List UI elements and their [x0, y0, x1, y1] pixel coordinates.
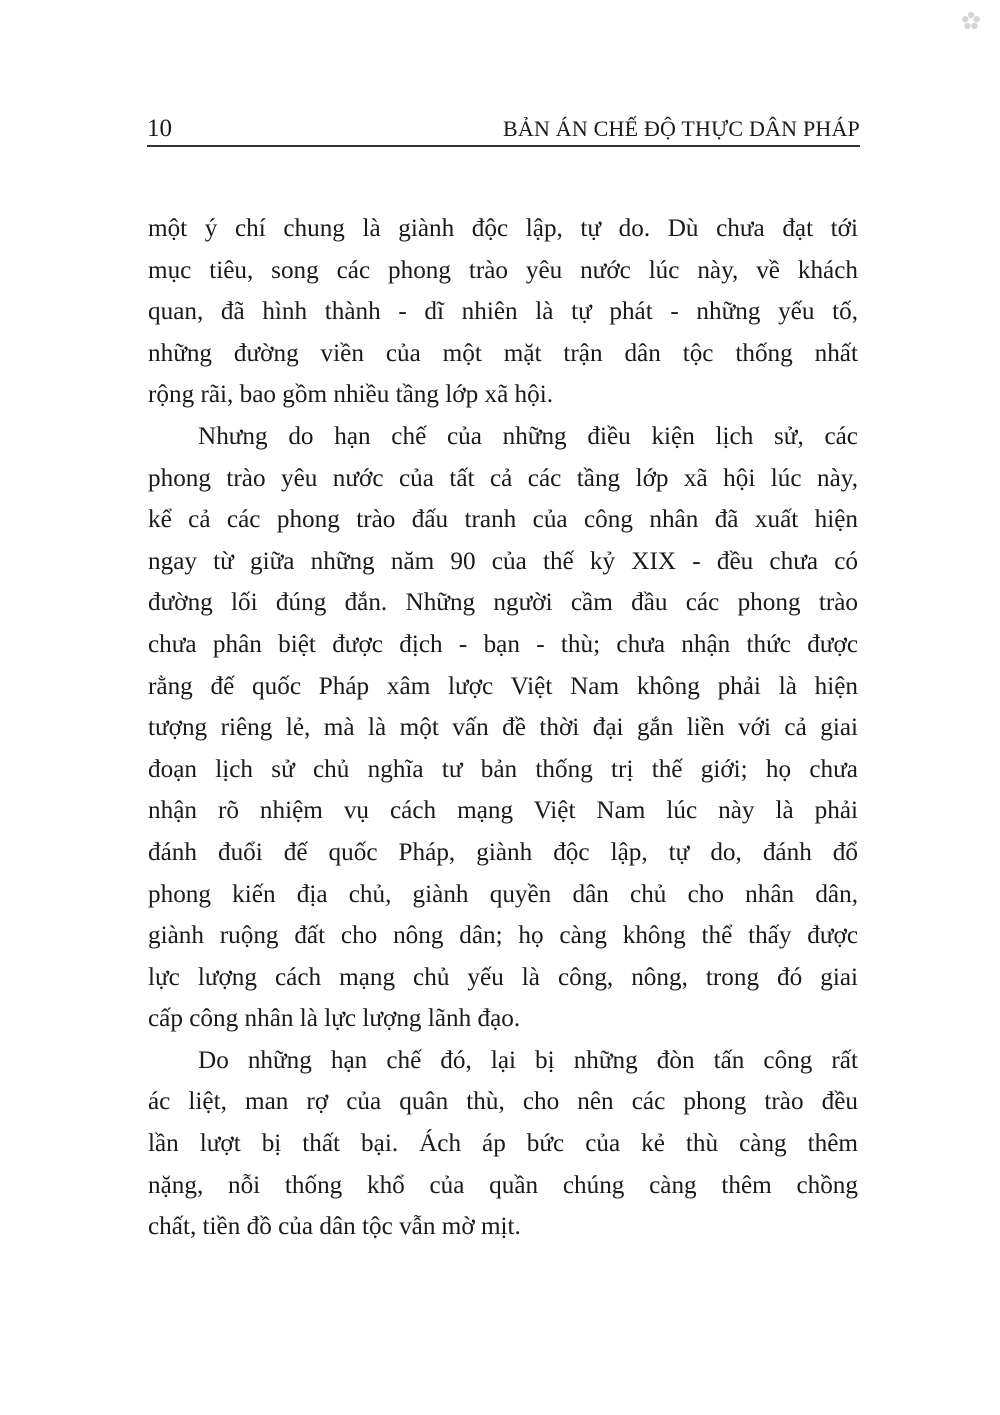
- text-line: cấp công nhân là lực lượng lãnh đạo.: [148, 1005, 521, 1033]
- text-line: ngay từ giữa những năm 90 của thế kỷ XIX - đều chưa có: [148, 547, 858, 575]
- text-line: phong trào yêu nước của tất cả các tầng lớp xã hội lúc này,: [148, 464, 858, 492]
- header-rule: [147, 145, 860, 147]
- text-line: quan, đã hình thành - dĩ nhiên là tự phát - những yếu tố,: [148, 298, 858, 326]
- page-number: 10: [147, 115, 172, 142]
- text-line: chưa phân biệt được địch - bạn - thù; chưa nhận thức được: [148, 630, 858, 658]
- paragraph-1: [148, 208, 858, 416]
- running-title: BẢN ÁN CHẾ ĐỘ THỰC DÂN PHÁP: [503, 116, 860, 141]
- text-line: Do những hạn chế đó, lại bị những đòn tấn công rất: [198, 1046, 858, 1074]
- text-line: kể cả các phong trào đấu tranh của công nhân đã xuất hiện: [148, 506, 858, 534]
- text-line: Nhưng do hạn chế của những điều kiện lịch sử, các: [198, 422, 858, 450]
- text-line: ác liệt, man rợ của quân thù, cho nên các phong trào đều: [148, 1088, 858, 1116]
- text-line: đoạn lịch sử chủ nghĩa tư bản thống trị thế giới; họ chưa: [148, 755, 858, 783]
- text-line: lần lượt bị thất bại. Ách áp bức của kẻ thù càng thêm: [148, 1130, 858, 1158]
- text-line: tượng riêng lẻ, mà là một vấn đề thời đại gắn liền với cả giai: [148, 714, 858, 742]
- text-line: đánh đuổi đế quốc Pháp, giành độc lập, tự do, đánh đổ: [148, 838, 858, 866]
- text-line: giành ruộng đất cho nông dân; họ càng không thể thấy được: [148, 922, 858, 950]
- paragraph-3: [148, 1040, 858, 1248]
- body-text: [148, 208, 858, 1248]
- text-line: lực lượng cách mạng chủ yếu là công, nông, trong đó giai: [148, 963, 858, 991]
- text-line: phong kiến địa chủ, giành quyền dân chủ cho nhân dân,: [148, 880, 858, 908]
- text-line: rằng đế quốc Pháp xâm lược Việt Nam không phải là hiện: [148, 672, 858, 700]
- text-line: nặng, nỗi thống khổ của quần chúng càng thêm chồng: [148, 1171, 858, 1199]
- text-line: đường lối đúng đắn. Những người cầm đầu các phong trào: [148, 589, 858, 617]
- running-header: [147, 108, 860, 144]
- text-line: chất, tiền đồ của dân tộc vẫn mờ mịt.: [148, 1213, 521, 1241]
- text-line: rộng rãi, bao gồm nhiều tầng lớp xã hội.: [148, 381, 554, 409]
- text-line: nhận rõ nhiệm vụ cách mạng Việt Nam lúc này là phải: [148, 797, 858, 825]
- text-line: mục tiêu, song các phong trào yêu nước lúc này, về khách: [148, 256, 858, 284]
- text-line: những đường viền của một mặt trận dân tộc thống nhất: [148, 339, 858, 367]
- text-line: một ý chí chung là giành độc lập, tự do. Dù chưa đạt tới: [148, 215, 858, 242]
- flower-ornament-icon: [960, 10, 982, 32]
- paragraph-2: [148, 416, 858, 1040]
